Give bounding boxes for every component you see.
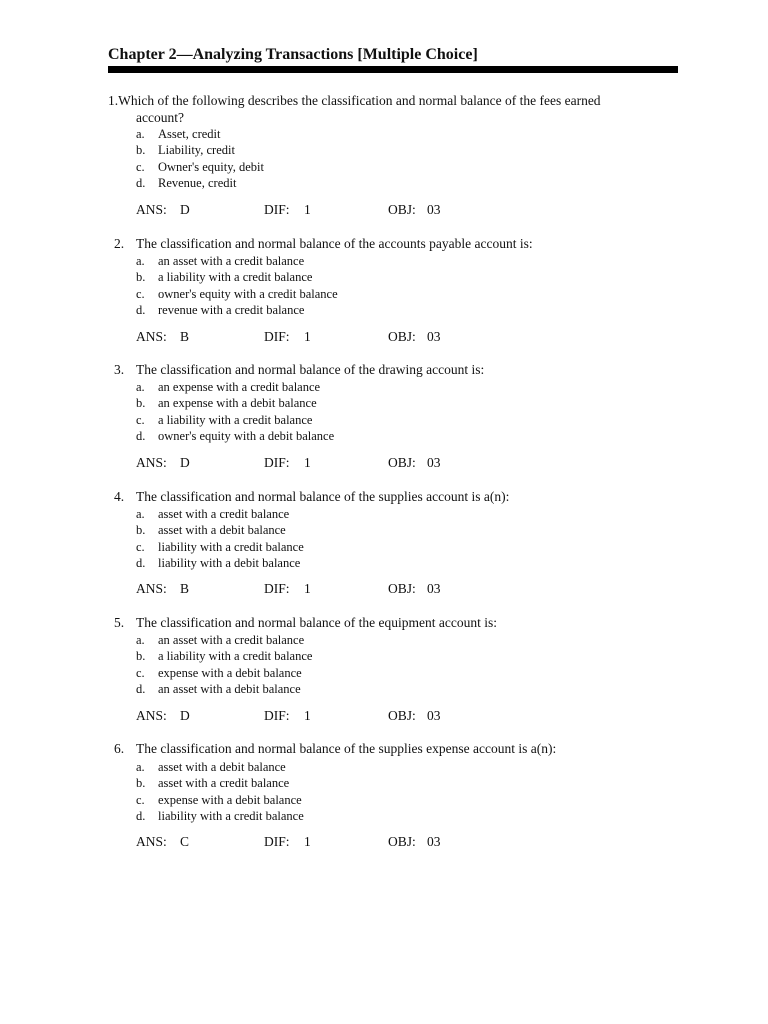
option-text: Asset, credit xyxy=(158,127,221,141)
obj-label: OBJ: xyxy=(388,581,416,596)
dif-label: DIF: xyxy=(264,834,290,849)
option-letter: a. xyxy=(136,633,145,647)
option-a xyxy=(136,759,304,775)
question-text-line2: account? xyxy=(136,110,184,125)
option-letter: d. xyxy=(136,302,146,317)
option-text: asset with a credit balance xyxy=(158,507,290,521)
ans-label: ANS: xyxy=(136,202,167,217)
option-d xyxy=(136,302,338,318)
option-text: asset with a debit balance xyxy=(158,523,286,538)
option-b xyxy=(136,269,338,285)
question-text-line1: Which of the following describes the classification and normal balance of the fees earned xyxy=(118,93,601,108)
option-list xyxy=(136,126,264,191)
obj-value: 03 xyxy=(427,581,441,596)
option-b xyxy=(136,648,312,664)
option-c xyxy=(136,286,338,302)
obj-value: 03 xyxy=(427,455,441,470)
question-text: The classification and normal balance of the accounts payable account is: xyxy=(136,236,533,251)
option-letter: a. xyxy=(136,127,145,141)
question-number: 4. xyxy=(114,489,125,504)
ans-value: B xyxy=(180,581,190,596)
dif-label: DIF: xyxy=(264,202,290,217)
ans-value: C xyxy=(180,834,190,849)
option-text: liability with a credit balance xyxy=(158,539,304,554)
option-c xyxy=(136,412,334,428)
obj-label: OBJ: xyxy=(388,202,416,217)
option-b xyxy=(136,775,304,791)
option-letter: b. xyxy=(136,649,146,664)
option-list xyxy=(136,506,304,571)
ans-label: ANS: xyxy=(136,708,167,723)
option-a xyxy=(136,379,334,395)
option-d xyxy=(136,555,304,571)
option-letter: c. xyxy=(136,412,145,427)
option-text: an asset with a debit balance xyxy=(158,681,301,696)
option-letter: b. xyxy=(136,776,146,791)
option-letter: a. xyxy=(136,380,145,394)
option-text: an asset with a credit balance xyxy=(158,254,305,268)
option-text: asset with a credit balance xyxy=(158,776,290,791)
option-text: an expense with a credit balance xyxy=(158,380,321,394)
ans-label: ANS: xyxy=(136,455,167,470)
page-title: Chapter 2—Analyzing Transactions [Multiple Choice] xyxy=(108,46,478,63)
option-d xyxy=(136,681,312,697)
option-letter: b. xyxy=(136,396,146,411)
option-letter: c. xyxy=(136,665,145,680)
ans-label: ANS: xyxy=(136,834,167,849)
ans-label: ANS: xyxy=(136,329,167,344)
option-d xyxy=(136,175,264,191)
option-c xyxy=(136,665,312,681)
ans-value: B xyxy=(180,329,190,344)
option-letter: a. xyxy=(136,760,145,774)
ans-value: D xyxy=(180,455,190,470)
option-a xyxy=(136,632,312,648)
option-letter: c. xyxy=(136,539,145,554)
question-text xyxy=(108,92,668,126)
question-number: 2. xyxy=(114,236,125,251)
obj-value: 03 xyxy=(427,834,441,849)
option-list xyxy=(136,632,312,697)
option-text: Revenue, credit xyxy=(158,175,237,190)
dif-label: DIF: xyxy=(264,329,290,344)
dif-value: 1 xyxy=(304,455,311,470)
option-letter: d. xyxy=(136,681,146,696)
option-d xyxy=(136,808,304,824)
option-text: expense with a debit balance xyxy=(158,665,302,680)
option-c xyxy=(136,159,264,175)
obj-value: 03 xyxy=(427,708,441,723)
option-letter: d. xyxy=(136,175,146,190)
option-letter: b. xyxy=(136,143,146,158)
option-letter: d. xyxy=(136,555,146,570)
question-text: The classification and normal balance of the supplies account is a(n): xyxy=(136,489,510,504)
option-a xyxy=(136,506,304,522)
option-text: expense with a debit balance xyxy=(158,792,302,807)
option-text: an asset with a credit balance xyxy=(158,633,305,647)
option-text: liability with a debit balance xyxy=(158,555,301,570)
option-text: liability with a credit balance xyxy=(158,808,304,823)
dif-label: DIF: xyxy=(264,581,290,596)
option-text: asset with a debit balance xyxy=(158,760,286,774)
option-letter: d. xyxy=(136,428,146,443)
option-letter: b. xyxy=(136,523,146,538)
option-a xyxy=(136,126,264,142)
obj-label: OBJ: xyxy=(388,708,416,723)
dif-label: DIF: xyxy=(264,455,290,470)
ans-value: D xyxy=(180,708,190,723)
option-b xyxy=(136,142,264,158)
option-list xyxy=(136,253,338,318)
question-number: 5. xyxy=(114,615,125,630)
question-text: The classification and normal balance of the drawing account is: xyxy=(136,362,485,377)
option-text: owner's equity with a credit balance xyxy=(158,286,338,301)
option-text: a liability with a credit balance xyxy=(158,412,313,427)
option-text: a liability with a credit balance xyxy=(158,270,313,285)
option-letter: b. xyxy=(136,270,146,285)
option-letter: c. xyxy=(136,792,145,807)
dif-value: 1 xyxy=(304,202,311,217)
dif-value: 1 xyxy=(304,708,311,723)
option-c xyxy=(136,792,304,808)
option-text: revenue with a credit balance xyxy=(158,302,305,317)
option-b xyxy=(136,395,334,411)
option-a xyxy=(136,253,338,269)
obj-label: OBJ: xyxy=(388,455,416,470)
option-d xyxy=(136,428,334,444)
dif-value: 1 xyxy=(304,834,311,849)
obj-value: 03 xyxy=(427,202,441,217)
option-letter: c. xyxy=(136,159,145,174)
option-text: a liability with a credit balance xyxy=(158,649,313,664)
option-b xyxy=(136,522,304,538)
question-text: The classification and normal balance of the supplies expense account is a(n): xyxy=(136,741,557,756)
dif-label: DIF: xyxy=(264,708,290,723)
option-letter: a. xyxy=(136,254,145,268)
dif-value: 1 xyxy=(304,329,311,344)
question-number: 3. xyxy=(114,362,125,377)
obj-label: OBJ: xyxy=(388,834,416,849)
option-c xyxy=(136,539,304,555)
option-list xyxy=(136,759,304,824)
option-letter: a. xyxy=(136,507,145,521)
option-letter: c. xyxy=(136,286,145,301)
option-text: an expense with a debit balance xyxy=(158,396,317,411)
option-text: owner's equity with a debit balance xyxy=(158,428,335,443)
title-rule xyxy=(108,66,678,73)
question-text: The classification and normal balance of the equipment account is: xyxy=(136,615,497,630)
obj-value: 03 xyxy=(427,329,441,344)
option-list xyxy=(136,379,334,444)
ans-value: D xyxy=(180,202,190,217)
ans-label: ANS: xyxy=(136,581,167,596)
option-text: Owner's equity, debit xyxy=(158,159,264,174)
option-text: Liability, credit xyxy=(158,143,235,158)
question-number: 1. xyxy=(108,93,119,108)
question-number: 6. xyxy=(114,741,125,756)
option-letter: d. xyxy=(136,808,146,823)
dif-value: 1 xyxy=(304,581,311,596)
obj-label: OBJ: xyxy=(388,329,416,344)
